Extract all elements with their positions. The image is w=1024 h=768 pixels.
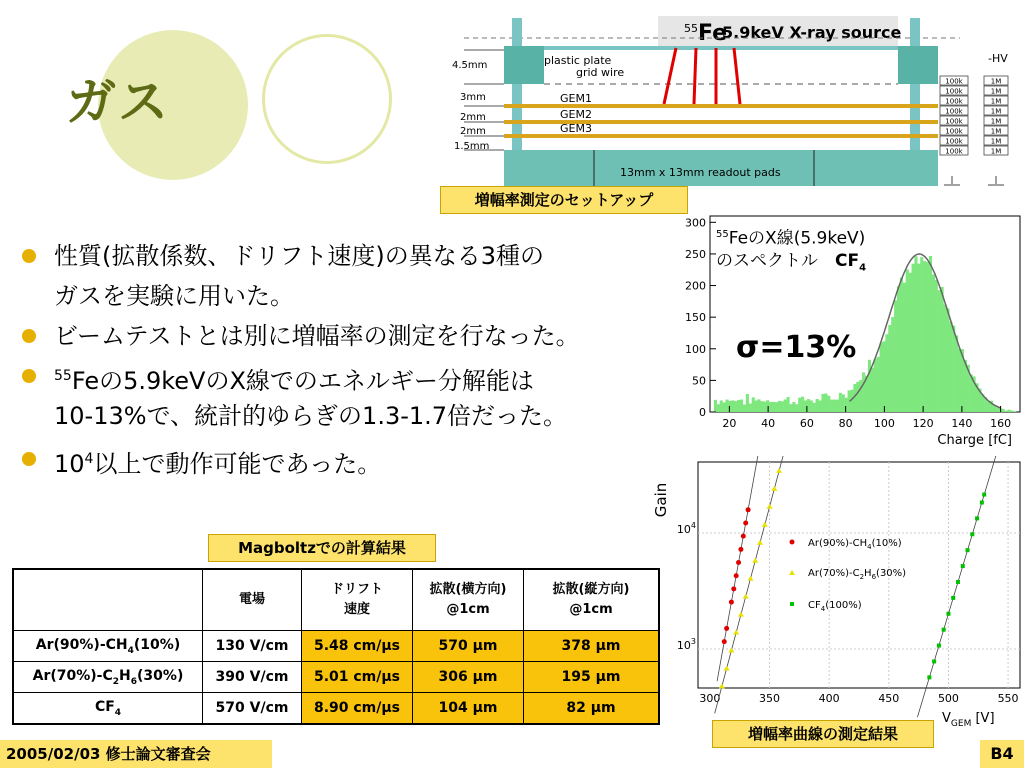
histogram-bar: [906, 269, 909, 412]
table-header: 拡散(横方向) @1cm: [413, 569, 524, 631]
histogram-bar: [740, 400, 743, 412]
data-point: [746, 507, 751, 512]
x-tick-label: 20: [722, 417, 737, 430]
data-point: [946, 612, 950, 616]
histogram-bar: [752, 397, 755, 412]
histogram-bar: [845, 398, 848, 412]
plastic-label: plastic plate: [544, 54, 612, 67]
resistor-chain: [940, 76, 1008, 156]
histogram-bar: [877, 357, 880, 412]
bullet-item: $^{55}$Feの5.9keVのX線でのエネルギー分解能は 10-13%で、統計的ゆらぎの1.3-1.7倍だった。: [22, 356, 682, 431]
histogram-bar: [731, 400, 734, 412]
histogram-bar: [789, 404, 792, 412]
resistor-label: 100k: [945, 97, 963, 106]
histogram-bar: [923, 261, 926, 412]
bullet-dot-icon: [22, 369, 36, 383]
table-cell: 570 V/cm: [203, 693, 302, 725]
histogram-bar: [737, 400, 740, 412]
table-cell: 104 μm: [413, 693, 524, 725]
data-point: [722, 639, 727, 644]
table-cell: 130 V/cm: [203, 631, 302, 662]
resistor-label: 100k: [945, 117, 963, 126]
histogram-bar: [912, 264, 915, 412]
x-tick-label: 550: [997, 692, 1019, 705]
histogram-bar: [784, 399, 787, 412]
histogram-bar: [917, 264, 920, 412]
gem1-label: GEM1: [560, 92, 592, 105]
histogram-bar: [920, 257, 923, 412]
histogram-bar: [987, 401, 990, 412]
resistor-label: 1M: [990, 77, 1002, 86]
plastic-plate: [544, 46, 898, 50]
data-point: [951, 596, 955, 600]
table-row: [13, 662, 659, 693]
histogram-bar: [859, 380, 862, 412]
histogram-bar: [775, 402, 778, 412]
bullet-list: [22, 236, 682, 484]
histogram-bar: [926, 262, 929, 412]
x-tick-label: 500: [937, 692, 959, 705]
histogram-bar: [862, 372, 865, 412]
histogram-bar: [726, 400, 729, 412]
x-tick-label: 450: [878, 692, 900, 705]
table-cell: 8.90 cm/μs: [302, 693, 413, 725]
magboltz-table: [12, 568, 660, 725]
data-point: [741, 534, 746, 539]
gain-ytick-10e4: $10^4$: [676, 521, 696, 536]
y-tick-label: 50: [692, 374, 706, 388]
source-label: 5.9keV X-ray source: [722, 23, 902, 42]
resistor-label: 100k: [945, 87, 963, 96]
x-tick-label: 300: [699, 692, 721, 705]
histogram-bar: [821, 394, 824, 412]
histogram-bar: [874, 359, 877, 412]
histogram-bar: [938, 290, 941, 412]
histogram-bar: [763, 402, 766, 412]
histogram-bar: [958, 349, 961, 412]
legend-entry: $Ar(70\%)-C_2H_6(30\%)$: [808, 568, 907, 581]
resistor-label: 1M: [990, 97, 1002, 106]
histogram-bar: [935, 280, 938, 412]
histogram-bar: [810, 400, 813, 412]
x-tick-label: 400: [818, 692, 840, 705]
legend-entry: $Ar(90\%)-CH_4(10\%)$: [808, 538, 902, 551]
y-tick-label: 150: [685, 311, 706, 325]
histogram-bar: [787, 397, 790, 412]
dim-label: 1.5mm: [454, 141, 490, 152]
dim-label: 2mm: [460, 112, 486, 123]
histogram-bar: [728, 401, 731, 412]
x-tick-label: 80: [838, 417, 853, 430]
histogram-bar: [723, 402, 726, 412]
histogram-bar: [880, 343, 883, 412]
sigma-label: σ=13%: [736, 330, 857, 365]
histogram-bar: [755, 401, 758, 412]
hv-label: -HV: [988, 52, 1008, 65]
x-tick-label: 350: [759, 692, 781, 705]
histogram-bar: [868, 360, 871, 412]
histogram-bar: [813, 403, 816, 412]
histogram-bar: [903, 283, 906, 412]
data-point: [961, 564, 965, 568]
table-header: 拡散(縦方向) @1cm: [524, 569, 660, 631]
legend-marker: [790, 540, 795, 545]
data-point: [736, 560, 741, 565]
histogram-bar: [1005, 411, 1008, 412]
histogram-bar: [842, 394, 845, 412]
histogram-bar: [949, 322, 952, 412]
histogram-bar: [830, 400, 833, 412]
histogram-bar: [894, 300, 897, 412]
x-tick-label: 160: [990, 417, 1012, 430]
table-cell: 5.01 cm/μs: [302, 662, 413, 693]
source-element: Fe: [698, 21, 728, 46]
histogram-bar: [897, 286, 900, 412]
data-point: [734, 573, 739, 578]
histogram-bar: [801, 397, 804, 412]
resistor-label: 100k: [945, 77, 963, 86]
x-tick-label: 120: [912, 417, 934, 430]
bullet-dot-icon: [22, 249, 36, 263]
dim-label: 4.5mm: [452, 60, 488, 71]
bullet-item: ビームテストとは別に増幅率の測定を行なった。: [22, 316, 682, 356]
resistor-label: 100k: [945, 127, 963, 136]
bullet-dot-icon: [22, 329, 36, 343]
data-point: [980, 500, 984, 504]
gain-x-label: $V_{GEM}$ [V]: [942, 711, 995, 728]
table-cell: 390 V/cm: [203, 662, 302, 693]
chamber-wall-right: [910, 18, 920, 160]
data-point: [927, 675, 931, 679]
table-header: 電場: [203, 569, 302, 631]
histogram-bar: [885, 334, 888, 412]
slide-title: ガス: [66, 73, 170, 131]
spectrum-x-label: Charge [fC]: [937, 433, 1012, 448]
histogram-bar: [1013, 411, 1016, 412]
bullet-item: 性質(拡散係数、ドリフト速度)の異なる3種の ガスを実験に用いた。: [22, 236, 682, 316]
histogram-bar: [1007, 410, 1010, 412]
table-cell: 378 μm: [524, 631, 660, 662]
gain-y-label: Gain: [652, 482, 670, 518]
y-tick-label: 250: [685, 247, 706, 261]
histogram-bar: [792, 402, 795, 412]
data-point: [982, 493, 986, 497]
gain-x-axis: [699, 692, 1018, 705]
histogram-bar: [720, 400, 723, 412]
histogram-bar: [952, 326, 955, 412]
bullet-dot-icon: [22, 452, 36, 466]
histogram-bar: [1010, 411, 1013, 412]
data-point: [738, 547, 743, 552]
histogram-bar: [941, 287, 944, 412]
resistor-label: 1M: [990, 147, 1002, 156]
gain-ytick-10e3: $10^3$: [676, 637, 696, 652]
page-number: B4: [980, 740, 1024, 768]
x-tick-label: 100: [873, 417, 895, 430]
histogram-bar: [914, 256, 917, 412]
histogram-bar: [932, 274, 935, 412]
pads-label: 13mm x 13mm readout pads: [620, 166, 781, 179]
gem3-label: GEM3: [560, 122, 592, 135]
table-header: ドリフト 速度: [302, 569, 413, 631]
histogram-bar: [772, 402, 775, 412]
histogram-bar: [827, 396, 830, 412]
histogram-bar: [946, 308, 949, 412]
histogram-bar: [871, 368, 874, 412]
table-cell: 82 μm: [524, 693, 660, 725]
source-sup: 55: [684, 22, 698, 35]
data-point: [724, 626, 729, 631]
table-cell: 570 μm: [413, 631, 524, 662]
gain-caption: 増幅率曲線の測定結果: [712, 720, 934, 748]
histogram-bar: [760, 401, 763, 412]
histogram-bar: [833, 400, 836, 412]
table-cell: 195 μm: [524, 662, 660, 693]
table-row: [13, 693, 659, 725]
histogram-bar: [891, 317, 894, 412]
histogram-bar: [955, 335, 958, 412]
table-cell-gas: $Ar(70\%)-C_2H_6(30\%)$: [13, 662, 203, 693]
histogram-bar: [819, 400, 822, 412]
data-point: [970, 532, 974, 536]
histogram-bar: [734, 401, 737, 412]
histogram-bar: [798, 398, 801, 412]
histogram-bar: [781, 401, 784, 412]
data-point: [975, 516, 979, 520]
y-tick-label: 200: [685, 279, 706, 293]
table-cell: 5.48 cm/μs: [302, 631, 413, 662]
histogram-bar: [856, 382, 859, 412]
data-point: [966, 548, 970, 552]
histogram-bar: [816, 399, 819, 412]
gem2-label: GEM2: [560, 108, 592, 121]
histogram-bar: [882, 341, 885, 412]
y-tick-label: 0: [699, 406, 706, 419]
legend-entry: $CF_4(100\%)$: [808, 600, 862, 613]
table-row: [13, 631, 659, 662]
data-point: [729, 600, 734, 605]
histogram-bar: [909, 273, 912, 412]
histogram-bar: [714, 400, 717, 412]
data-point: [743, 520, 748, 525]
data-point: [956, 580, 960, 584]
histogram-bar: [1002, 409, 1005, 412]
bullet-item: $10^4$以上で動作可能であった。: [22, 439, 682, 484]
setup-caption: 増幅率測定のセットアップ: [440, 186, 688, 214]
grid-label: grid wire: [576, 66, 625, 79]
data-point: [937, 644, 941, 648]
histogram-bar: [888, 325, 891, 412]
histogram-bar: [795, 404, 798, 412]
y-tick-label: 300: [685, 216, 706, 230]
footer-date: 2005/02/03 修士論文審査会: [0, 740, 272, 768]
legend-marker: [790, 602, 794, 606]
resistor-label: 100k: [945, 147, 963, 156]
histogram-bar: [943, 305, 946, 412]
histogram-bar: [839, 393, 842, 412]
table-cell: 306 μm: [413, 662, 524, 693]
histogram-bar: [746, 394, 749, 412]
histogram-bar: [900, 277, 903, 412]
resistor-label: 1M: [990, 137, 1002, 146]
resistor-label: 1M: [990, 107, 1002, 116]
data-point: [932, 659, 936, 663]
histogram-bar: [993, 406, 996, 412]
histogram-bar: [996, 407, 999, 412]
resistor-label: 100k: [945, 137, 963, 146]
data-point: [731, 586, 736, 591]
histogram-bar: [824, 393, 827, 412]
dim-label: 2mm: [460, 126, 486, 137]
chamber-wall-left: [512, 18, 522, 160]
histogram-bar: [778, 401, 781, 412]
resistor-label: 1M: [990, 117, 1002, 126]
table-cell-gas: $Ar(90\%)-CH_4(10\%)$: [13, 631, 203, 662]
decorative-circle-ring: [262, 34, 392, 164]
histogram-bar: [717, 404, 720, 412]
resistor-label: 100k: [945, 107, 963, 116]
histogram-bar: [929, 256, 932, 412]
spectrum-annotation: $^{55}$FeのX線(5.9keV) のスペクトル $CF_4$: [716, 228, 867, 274]
y-tick-label: 100: [685, 342, 706, 356]
x-tick-label: 140: [951, 417, 973, 430]
table-header-empty: [13, 569, 203, 631]
table-cell-gas: $CF_4$: [13, 693, 203, 725]
dim-label: 3mm: [460, 92, 486, 103]
table-header-row: [13, 569, 659, 631]
histogram-bar: [836, 400, 839, 412]
setup-diagram: [440, 10, 1024, 190]
x-tick-label: 40: [761, 417, 776, 430]
gain-plot: [650, 456, 1024, 728]
histogram-bar: [749, 404, 752, 412]
data-point: [942, 628, 946, 632]
x-tick-label: 60: [799, 417, 814, 430]
resistor-label: 1M: [990, 127, 1002, 136]
histogram-bar: [757, 399, 760, 412]
histogram-bar: [769, 402, 772, 412]
resistor-label: 1M: [990, 87, 1002, 96]
table-caption: Magboltzでの計算結果: [208, 534, 436, 562]
histogram-bar: [743, 404, 746, 412]
